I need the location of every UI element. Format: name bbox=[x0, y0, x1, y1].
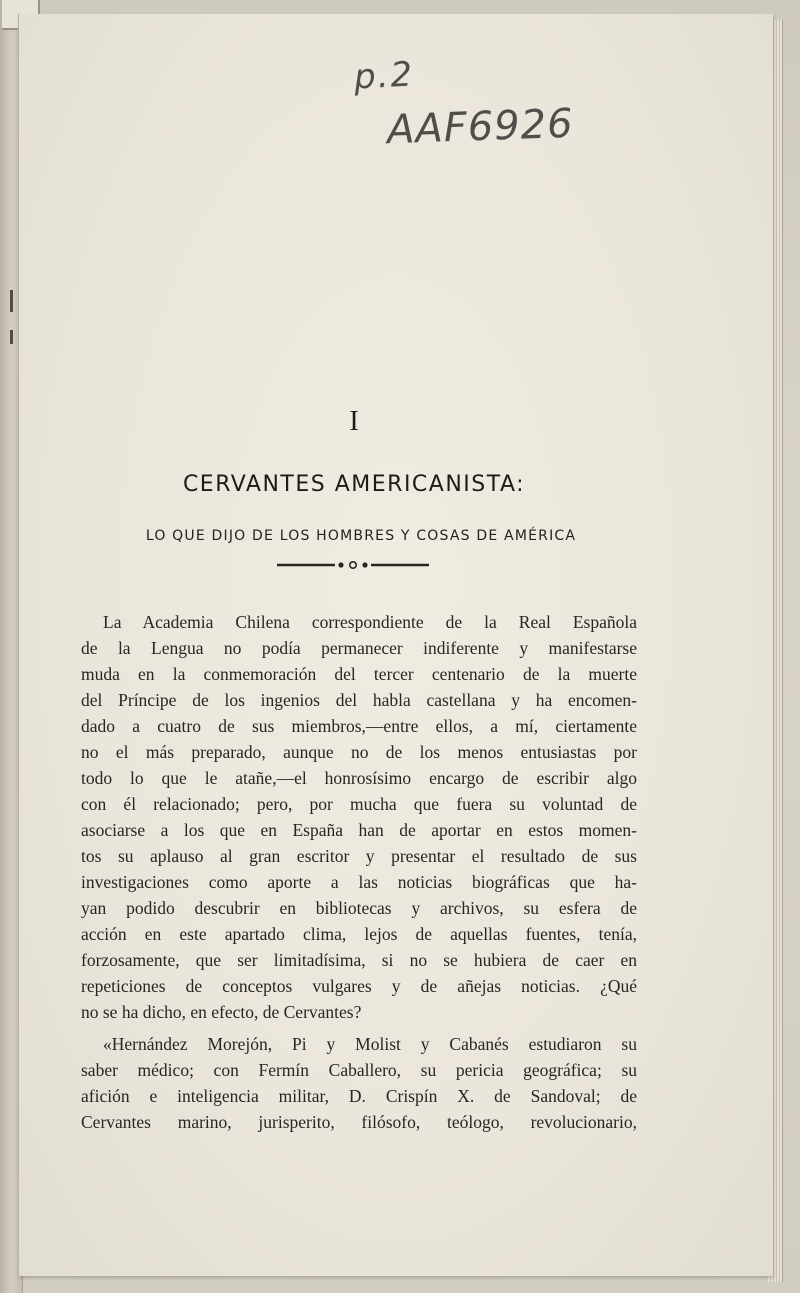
text-line: todo lo que le atañe,—el honrosísimo encargo de escribir algo bbox=[81, 768, 637, 788]
text-line: yan podido descubrir en bibliotecas y archivos, su esfera de bbox=[81, 898, 637, 918]
text-line: tos su aplauso al gran escritor y presentar el resultado de sus bbox=[81, 846, 637, 866]
text-line: acción en este apartado clima, lejos de aquellas fuentes, tenía, bbox=[81, 924, 637, 944]
handwritten-catalog-number: AAF6926 bbox=[386, 100, 575, 154]
text-line: Cervantes marino, jurisperito, filósofo, teólogo, revolucionario, bbox=[81, 1112, 637, 1132]
text-line: afición e inteligencia militar, D. Crispín X. de Sandoval; de bbox=[81, 1086, 637, 1106]
book-page bbox=[18, 14, 773, 1276]
text-line: asociarse a los que en España han de aportar en estos momen- bbox=[81, 820, 637, 840]
text-line: dado a cuatro de sus miembros,—entre ellos, a mí, ciertamente bbox=[81, 716, 637, 736]
text-line: repeticiones de conceptos vulgares y de añejas noticias. ¿Qué bbox=[81, 976, 637, 996]
text-line: La Academia Chilena correspondiente de la Real Española bbox=[103, 612, 637, 632]
handwritten-page-note: p.2 bbox=[352, 54, 416, 98]
text-line: saber médico; con Fermín Caballero, su pericia geográfica; su bbox=[81, 1060, 637, 1080]
body-text bbox=[81, 609, 637, 1135]
text-line: del Príncipe de los ingenios del habla castellana y ha encomen- bbox=[81, 690, 637, 710]
text-line: no el más preparado, aunque no de los menos entusiastas por bbox=[81, 742, 637, 762]
text-line: de la Lengua no podía permanecer indiferente y manifestarse bbox=[81, 638, 637, 658]
text-line: investigaciones como aporte a las noticias biográficas que ha- bbox=[81, 872, 637, 892]
ornament-divider bbox=[277, 558, 429, 572]
text-line: «Hernández Morejón, Pi y Molist y Cabanés estudiaron su bbox=[103, 1034, 637, 1054]
text-line: forzosamente, que ser limitadísima, si no se hubiera de caer en bbox=[81, 950, 637, 970]
text-line: muda en la conmemoración del tercer centenario de la muerte bbox=[81, 664, 637, 684]
paragraph bbox=[81, 609, 637, 1025]
spine-mark bbox=[10, 290, 13, 312]
text-line: con él relacionado; pero, por mucha que fuera su voluntad de bbox=[81, 794, 637, 814]
chapter-title: CERVANTES AMERICANISTA: bbox=[182, 472, 526, 497]
chapter-number: I bbox=[349, 406, 359, 437]
text-line: no se ha dicho, en efecto, de Cervantes? bbox=[81, 1002, 362, 1022]
chapter-subtitle: LO QUE DIJO DE LOS HOMBRES Y COSAS DE AMÉRICA bbox=[145, 528, 577, 544]
spine-mark bbox=[10, 330, 13, 344]
paragraph bbox=[81, 1031, 637, 1135]
